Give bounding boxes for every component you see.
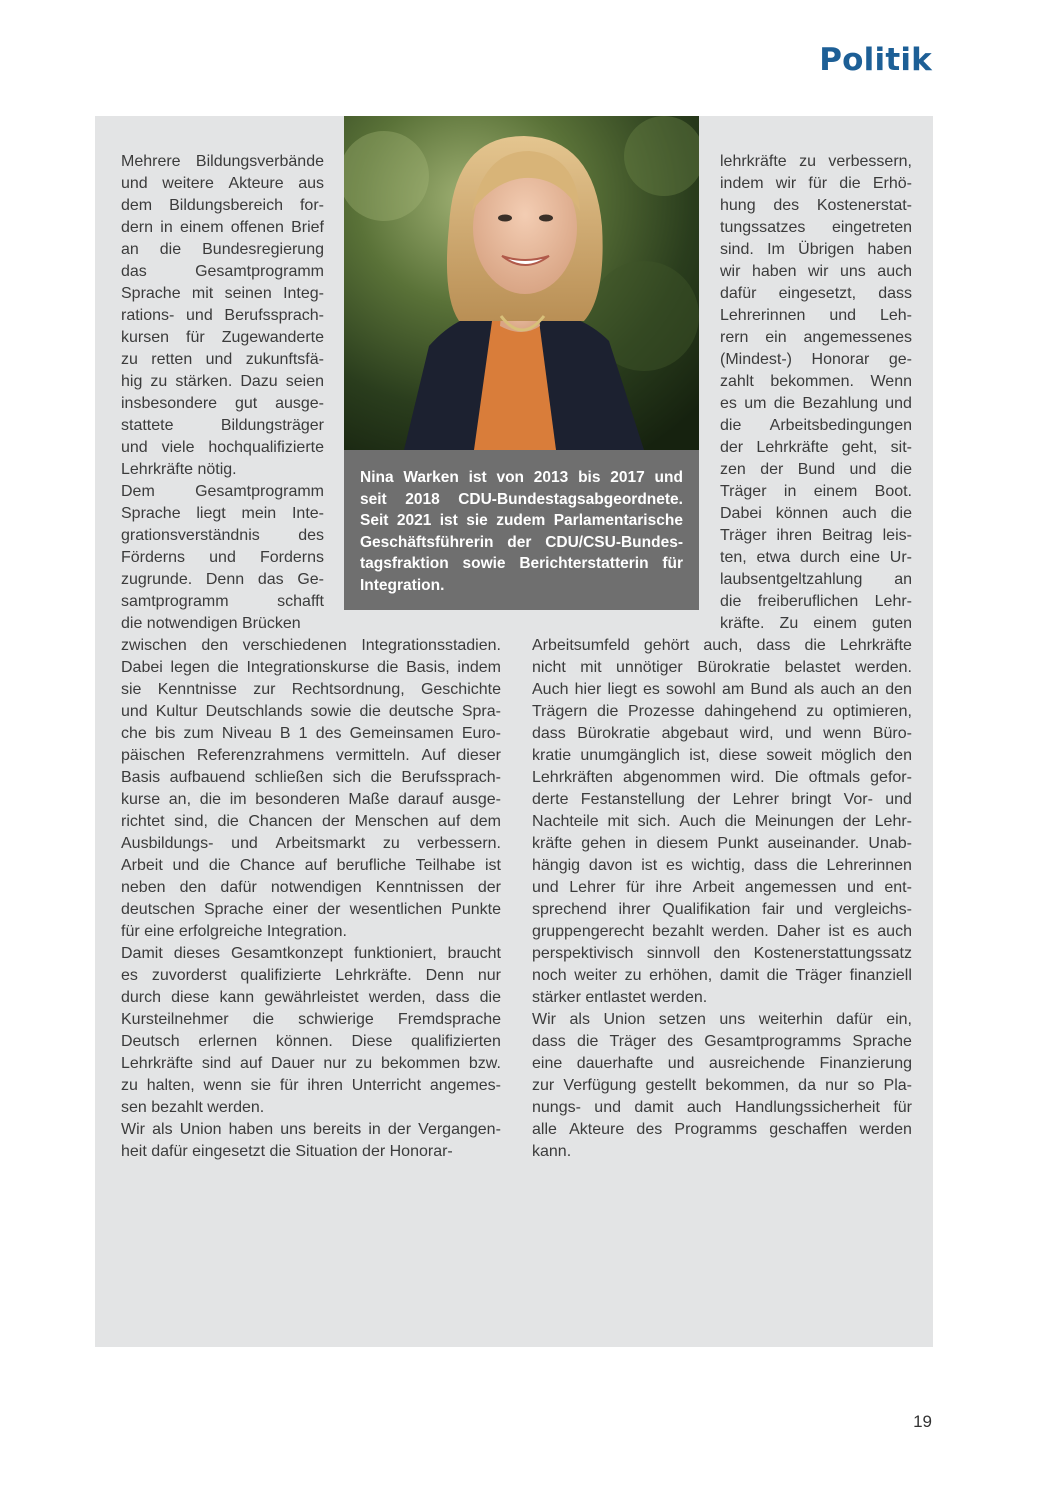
text-line: dafür eingesetzt, dass	[720, 285, 912, 302]
text-line: indem wir für die Erhö-	[720, 175, 912, 192]
text-line: heit dafür eingesetzt die Situation der Honorar-	[121, 1143, 453, 1160]
text-line: Basis aufbauend schließen sich die Berufssprach-	[121, 769, 501, 786]
text-line: wir haben wir uns auch	[720, 263, 912, 280]
article-column-left-bottom	[121, 635, 501, 1163]
text-line: Kursteilnehmer die schwierige Fremdsprache	[121, 1011, 501, 1028]
text-line: zu retten und zukunftsfä-	[121, 351, 324, 368]
text-line: Ausbildungs- und Arbeitsmarkt zu verbessern.	[121, 835, 501, 852]
text-line: dem Bildungsbereich for-	[121, 197, 324, 214]
text-line: zwischen den verschiedenen Integrationsstadien.	[121, 637, 501, 654]
caption-line: seit 2018 CDU-Bundestagsabgeordnete.	[360, 490, 683, 508]
text-line: Förderns und Forderns	[121, 549, 324, 566]
text-line: zu halten, wenn sie für ihren Unterricht angemes-	[121, 1077, 501, 1094]
caption-line: Geschäftsführerin der CDU/CSU-Bundes-	[360, 533, 683, 551]
text-line: perspektivisch sinnvoll den Kostenerstattungssatz	[532, 945, 912, 962]
text-line: eine dauerhafte und ausreichende Finanzierung	[532, 1055, 912, 1072]
text-line: die notwendigen Brücken	[121, 615, 301, 632]
text-line: nicht mit unnötiger Bürokratie belastet werden.	[532, 659, 912, 676]
text-line: noch weiter zu erhöhen, damit die Träger finanziell	[532, 967, 912, 984]
article-column-right-top	[720, 151, 912, 635]
caption-line: Seit 2021 ist sie zudem Parlamentarische	[360, 512, 683, 529]
text-line: dass Bürokratie abgebaut wird, und wenn Büro-	[532, 725, 912, 742]
text-line: an die Bundesregierung	[121, 241, 324, 258]
text-line: rations- und Berufssprach-	[121, 307, 324, 324]
text-line: hig zu stärken. Dazu seien	[121, 373, 324, 390]
text-line: Wir als Union setzen uns weiterhin dafür ein,	[532, 1011, 912, 1028]
text-line: Lehrerinnen und Leh-	[720, 307, 912, 324]
text-line: päischen Referenzrahmens vermitteln. Auf dieser	[121, 747, 501, 764]
text-line: deutschen Sprache einer der wesentlichen Punkte	[121, 901, 501, 918]
caption-line: Integration.	[360, 576, 445, 594]
text-line: Sprache liegt mein Inte-	[121, 505, 324, 522]
text-line: kratie unumgänglich ist, diese soweit möglich den	[532, 747, 912, 764]
text-line: dass die Träger des Gesamtprogramms Sprache	[532, 1033, 912, 1050]
text-line: zen der Bund und die	[720, 461, 912, 478]
text-line: Damit dieses Gesamtkonzept funktioniert, braucht	[121, 945, 501, 962]
text-line: Dabei können auch die	[720, 505, 912, 522]
text-line: für eine erfolgreiche Integration.	[121, 923, 347, 940]
text-line: samtprogramm schafft	[121, 593, 324, 610]
text-line: rern ein angemessenes	[720, 329, 912, 346]
text-line: tungssatzes eingetreten	[720, 219, 912, 236]
text-line: sprechend ihrer Qualifikation fair und vergleichs-	[532, 901, 912, 918]
text-line: der Lehrkräfte geht, sit-	[720, 439, 912, 456]
text-line: insbesondere gut ausge-	[121, 395, 324, 412]
text-line: zur Verfügung gestellt bekommen, da nur so Pla-	[532, 1077, 912, 1094]
portrait-illustration	[344, 116, 699, 450]
text-line: und weitere Akteure aus	[121, 175, 324, 192]
text-line: hängig davon ist es wichtig, dass die Lehrerinnen	[532, 857, 912, 874]
text-line: kräfte. Zu einem guten	[720, 615, 912, 632]
text-line: Lehrkräfte nötig.	[121, 461, 237, 478]
text-line: che bis zum Niveau B 1 des Gemeinsamen Euro-	[121, 725, 501, 742]
text-line: sind. Im Übrigen haben	[720, 241, 912, 258]
text-line: Arbeitsumfeld gehört auch, dass die Lehrkräfte	[532, 637, 912, 654]
text-line: zugrunde. Denn das Ge-	[121, 571, 324, 588]
caption-line: tagsfraktion sowie Berichterstatterin für	[360, 555, 683, 572]
text-line: kurse an, die im besonderen Maße darauf ausge-	[121, 791, 501, 808]
text-line: durch diese kann gewährleistet werden, dass die	[121, 989, 501, 1006]
text-line: grationsverständnis des	[121, 527, 324, 544]
page-number: 19	[913, 1412, 932, 1431]
text-line: laubsentgeltzahlung an	[720, 571, 912, 588]
text-line: Wir als Union haben uns bereits in der Vergangen-	[121, 1121, 501, 1138]
text-line: und Kultur Deutschlands sowie die deutsche Spra-	[121, 703, 501, 720]
text-line: derte Festanstellung der Lehrer bringt Vor- und	[532, 791, 912, 808]
text-line: Dem Gesamtprogramm	[121, 483, 324, 500]
text-line: (Mindest-) Honorar ge-	[720, 351, 912, 368]
text-line: kräfte gehen in diesem Punkt auseinander. Unab-	[532, 835, 912, 852]
text-line: lehrkräfte zu verbessern,	[720, 153, 912, 170]
text-line: nungs- und damit auch Handlungssicherheit für	[532, 1099, 912, 1116]
text-line: die Arbeitsbedingungen	[720, 417, 912, 434]
text-line: Arbeit und die Chance auf berufliche Teilhabe ist	[121, 857, 501, 874]
text-line: Lehrkräfte sind auf Dauer nur zu bekommen bzw.	[121, 1055, 501, 1072]
portrait-photo	[344, 116, 699, 450]
article-column-left-top	[121, 151, 324, 635]
text-line: das Gesamtprogramm	[121, 263, 324, 280]
photo-caption	[344, 450, 699, 610]
text-line: Mehrere Bildungsverbände	[121, 153, 324, 170]
text-line: stärker entlastet werden.	[532, 989, 708, 1006]
text-line: Träger ihren Beitrag leis-	[720, 527, 912, 544]
text-line: Lehrkräften abgenommen wird. Die oftmals gefor-	[532, 769, 912, 786]
text-line: Sprache mit seinen Integ-	[121, 285, 324, 302]
text-line: ten, etwa durch eine Ur-	[720, 549, 912, 566]
text-line: und viele hochqualifizierte	[121, 439, 324, 456]
text-line: alle Akteure des Programms geschaffen werden	[532, 1121, 912, 1138]
text-line: Nachteile mit sich. Auch die Meinungen der Lehr-	[532, 813, 912, 830]
text-line: sen bezahlt werden.	[121, 1099, 265, 1116]
text-line: es zuvorderst qualifizierte Lehrkräfte. Denn nur	[121, 967, 501, 984]
text-line: kursen für Zugewanderte	[121, 329, 324, 346]
text-line: es um die Bezahlung und	[720, 395, 912, 412]
text-line: zahlt bekommen. Wenn	[720, 373, 912, 390]
text-line: Auch hier liegt es sowohl am Bund als auch an den	[532, 681, 912, 698]
section-title: Politik	[819, 42, 932, 78]
text-line: stattete Bildungsträger	[121, 417, 324, 434]
text-line: Dabei legen die Integrationskurse die Basis, indem	[121, 659, 501, 676]
text-line: gruppengerecht bezahlt werden. Daher ist es auch	[532, 923, 912, 940]
text-line: die freiberuflichen Lehr-	[720, 593, 912, 610]
text-line: richtet sind, die Chancen der Menschen auf dem	[121, 813, 501, 830]
text-line: neben den dafür notwendigen Kenntnissen der	[121, 879, 501, 896]
text-line: und Lehrer für ihre Arbeit angemessen und ent-	[532, 879, 912, 896]
text-line: kann.	[532, 1143, 572, 1160]
text-line: dern in einem offenen Brief	[121, 219, 324, 236]
caption-line: Nina Warken ist von 2013 bis 2017 und	[360, 469, 683, 486]
text-line: sie Kenntnisse zur Rechtsordnung, Geschichte	[121, 681, 501, 698]
text-line: Träger in einem Boot.	[720, 483, 912, 500]
text-line: hung des Kostenerstat-	[720, 197, 912, 214]
text-line: Trägern die Prozesse dahingehend zu optimieren,	[532, 703, 912, 720]
text-line: Deutsch erlernen können. Diese qualifizierten	[121, 1033, 501, 1050]
article-column-right-bottom	[532, 635, 912, 1163]
